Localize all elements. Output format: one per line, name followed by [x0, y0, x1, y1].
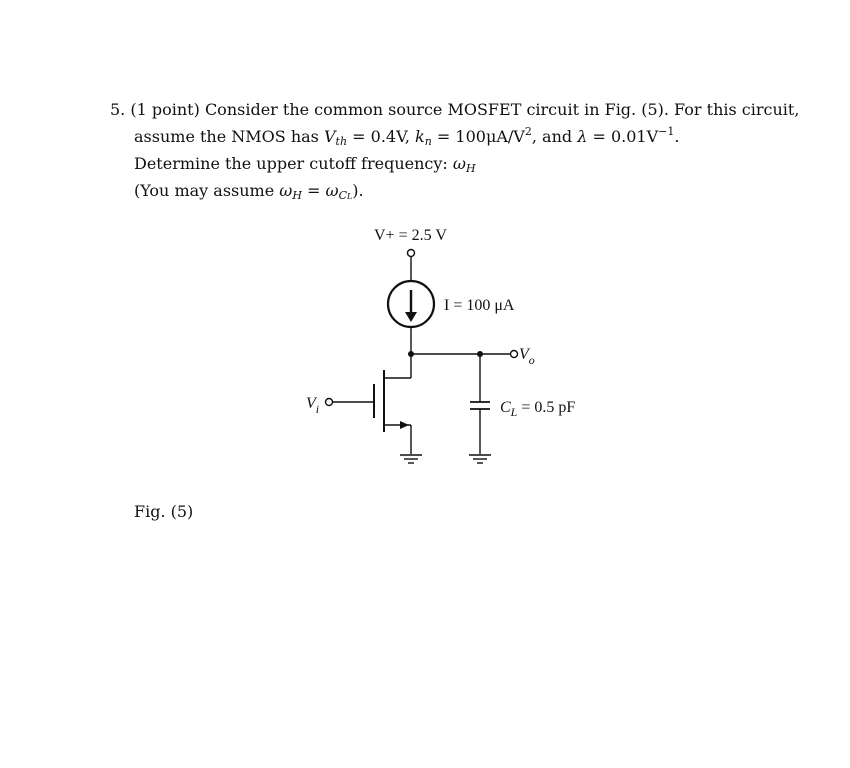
output-label-v: V — [519, 346, 529, 363]
line4-suffix: ). — [352, 181, 364, 200]
current-arrow-head — [405, 312, 417, 322]
lambda-value: = 0.01V — [592, 127, 659, 146]
source-arrow-head — [400, 421, 409, 429]
vth-value: = 0.4V, — [352, 127, 410, 146]
kn-var: k — [415, 127, 425, 146]
line2-prefix: assume the NMOS has — [134, 127, 319, 146]
current-label: I = 100 μA — [444, 297, 515, 314]
drain-node-dot — [408, 351, 414, 357]
line4-sub2-c: C — [338, 189, 347, 202]
problem-number: 5. — [110, 100, 126, 119]
and-text: , and — [531, 127, 573, 146]
problem-line-3 — [110, 153, 810, 180]
line4-subsub2: L — [346, 192, 353, 201]
kn-sup: 2 — [524, 125, 532, 138]
output-label — [519, 346, 535, 367]
input-label-v: V — [306, 395, 316, 412]
figure-caption: Fig. (5) — [134, 502, 194, 521]
supply-label: V+ = 2.5 V — [374, 227, 447, 244]
line4-sub1: H — [292, 189, 302, 202]
line4-prefix: (You may assume — [134, 181, 275, 200]
line4-omega1: ω — [279, 181, 293, 200]
cap-label — [500, 399, 575, 419]
period: . — [674, 127, 680, 146]
problem-line-4 — [110, 180, 810, 208]
cap-label-c: C — [500, 399, 511, 416]
vth-sub: th — [335, 135, 348, 148]
vth-var: V — [323, 127, 336, 146]
input-label-sub: i — [315, 402, 320, 416]
cap-label-value: = 0.5 pF — [517, 399, 576, 416]
kn-value: = 100μA/V — [436, 127, 525, 146]
output-label-sub: o — [528, 353, 535, 367]
line4-eq: = — [307, 181, 321, 200]
supply-terminal — [408, 250, 415, 257]
circuit-figure — [290, 218, 610, 478]
input-terminal — [326, 399, 333, 406]
line4-sub2 — [339, 189, 353, 202]
cap-node-dot — [477, 351, 483, 357]
lambda-var: λ — [577, 127, 588, 146]
line3-text: Determine the upper cutoff frequency: — [134, 154, 448, 173]
cap-label-sub: L — [510, 405, 518, 419]
kn-sub: n — [424, 135, 432, 148]
omega-h-sub: H — [465, 162, 476, 175]
omega-h-var: ω — [452, 154, 466, 173]
problem-line-1 — [110, 99, 810, 121]
problem-statement — [110, 99, 810, 208]
line4-omega2: ω — [325, 181, 339, 200]
lambda-sup: −1 — [658, 125, 675, 138]
problem-points: (1 point) — [130, 100, 200, 119]
input-label — [306, 395, 319, 416]
problem-line1-text: Consider the common source MOSFET circuit in Fig. (5). For this circuit, — [204, 100, 800, 119]
problem-line-2 — [110, 121, 810, 153]
circuit-diagram — [290, 218, 610, 478]
output-terminal — [511, 351, 518, 358]
